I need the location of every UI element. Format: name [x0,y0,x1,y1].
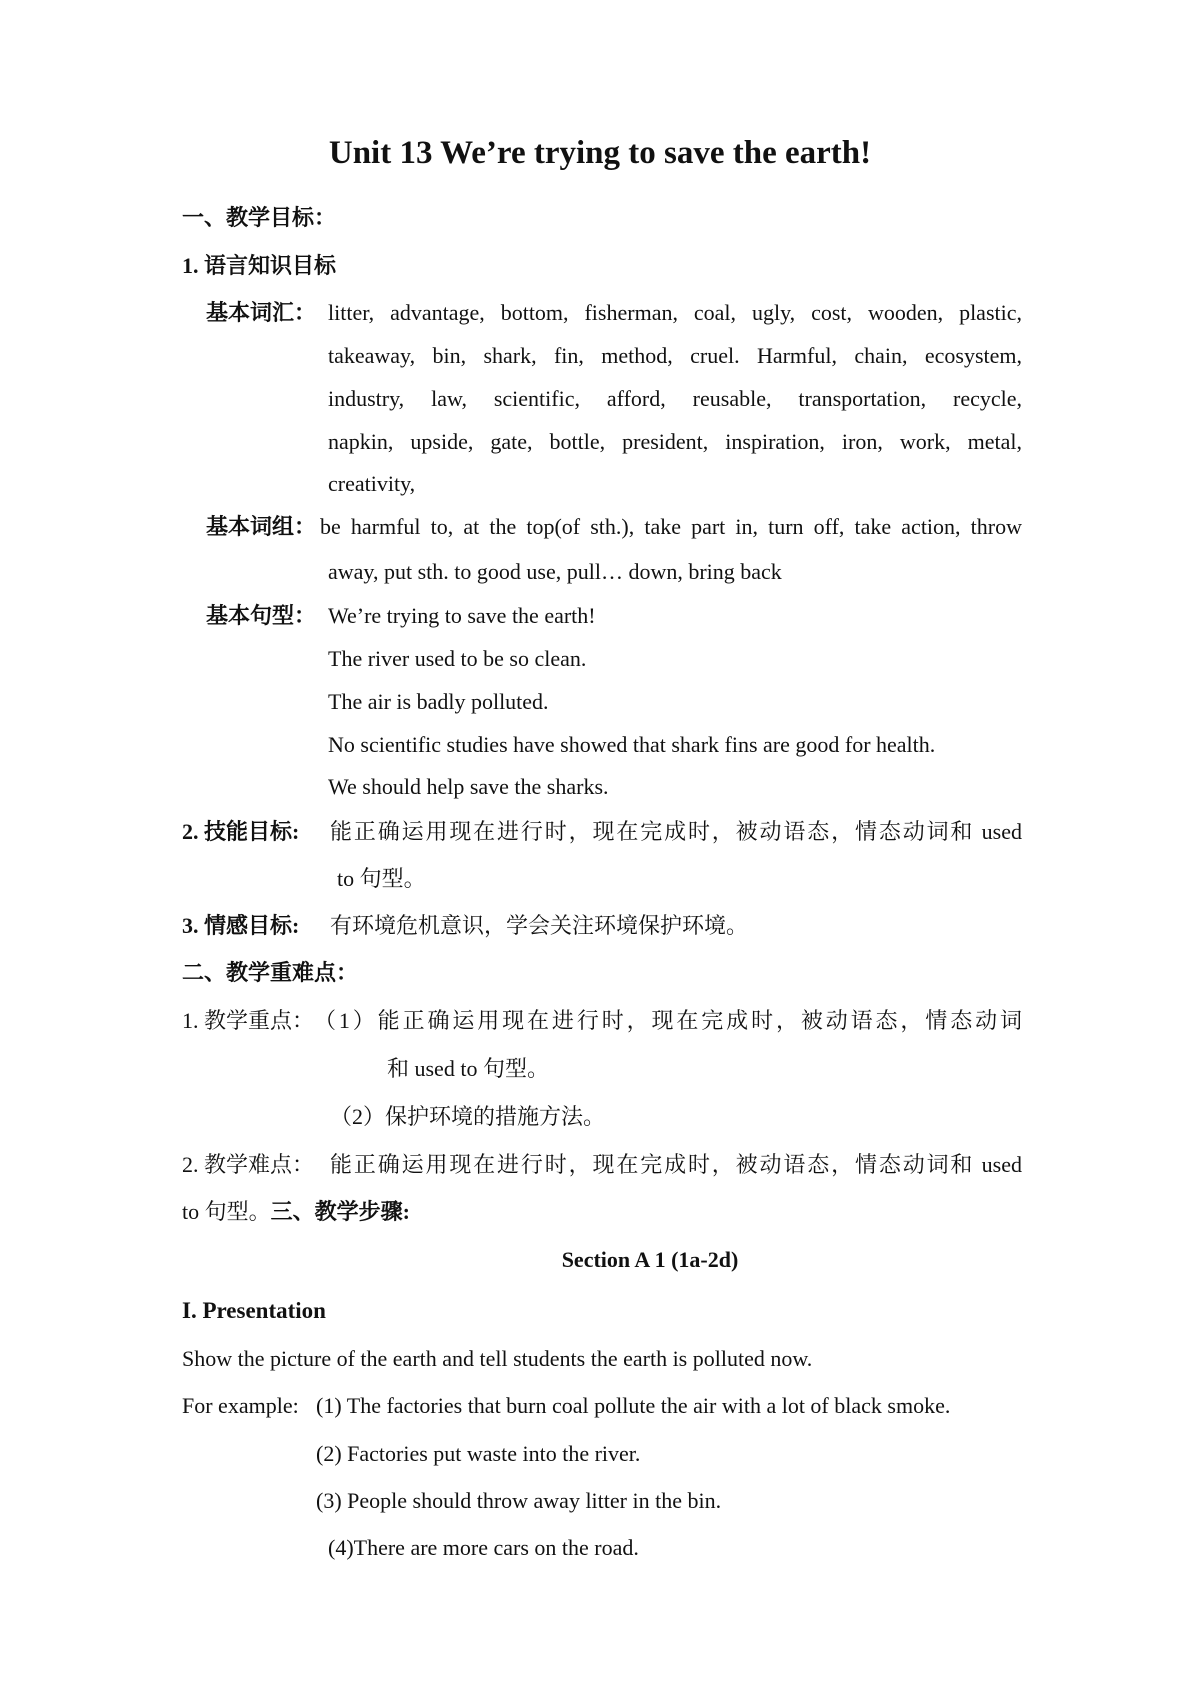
sentence-label: 基本句型： [206,603,317,628]
phrase-line: be harmful to, at the top(of sth.), take part in, turn off, take action, throw [320,514,1022,539]
goal-2-text: 能正确运用现在进行时，现在完成时，被动语态，情态动词和 used [330,819,1022,844]
vocab-line: litter, advantage, bottom, fisherman, coal, ugly, cost, wooden, plastic, [328,300,1022,325]
vocab-line: creativity, [328,471,416,496]
sentence-line: The river used to be so clean. [328,646,587,671]
sentence-line: The air is badly polluted. [328,689,549,714]
goal-1-heading: 1. 语言知识目标 [182,253,337,278]
vocab-line: industry, law, scientific, afford, reusable, transportation, recycle, [328,386,1022,411]
sentence-line: No scientific studies have showed that shark fins are good for health. [328,732,936,757]
example-item: (3) People should throw away litter in the bin. [316,1488,722,1513]
presentation-heading: I. Presentation [182,1298,326,1323]
sentence-line: We’re trying to save the earth! [328,603,596,628]
key-point-text: （1）能正确运用现在进行时，现在完成时，被动语态，情态动词 [314,1008,1022,1033]
section-heading-objectives: 一、教学目标： [182,205,337,230]
document-title: Unit 13 We’re trying to save the earth! [328,135,872,171]
phrase-label: 基本词组： [206,514,317,539]
key-point-label: 1. 教学重点： [182,1008,315,1033]
section-heading-key-points: 二、教学重难点： [182,960,359,985]
difficulty-text: to 句型。 [182,1199,271,1224]
vocab-label: 基本词汇： [206,300,317,325]
goal-2-label: 2. 技能目标: [182,819,300,844]
sentence-line: We should help save the sharks. [328,774,609,799]
example-item: (2) Factories put waste into the river. [316,1441,641,1466]
goal-3-text: 有环境危机意识，学会关注环境保护环境。 [330,913,749,938]
difficulty-text-continued [182,1197,410,1227]
presentation-text: Show the picture of the earth and tell students the earth is polluted now. [182,1346,813,1371]
example-item: (1) The factories that burn coal pollute the air with a lot of black smoke. [316,1393,951,1418]
vocab-line: napkin, upside, gate, bottle, president, inspiration, iron, work, metal, [328,429,1022,454]
key-point-text: （2）保护环境的措施方法。 [330,1104,606,1129]
difficulty-text: 能正确运用现在进行时，现在完成时，被动语态，情态动词和 used [330,1152,1022,1177]
phrase-line: away, put sth. to good use, pull… down, bring back [328,559,782,584]
section-heading-steps: 三、教学步骤: [270,1199,410,1224]
example-item: (4)There are more cars on the road. [328,1535,639,1560]
difficulty-label: 2. 教学难点： [182,1152,315,1177]
goal-3-label: 3. 情感目标: [182,913,300,938]
section-title: Section A 1 (1a-2d) [561,1247,739,1272]
vocab-line: takeaway, bin, shark, fin, method, cruel. Harmful, chain, ecosystem, [328,343,1022,368]
example-label: For example: [182,1393,299,1418]
key-point-text: 和 used to 句型。 [387,1056,549,1081]
goal-2-text: to 句型。 [337,866,426,891]
